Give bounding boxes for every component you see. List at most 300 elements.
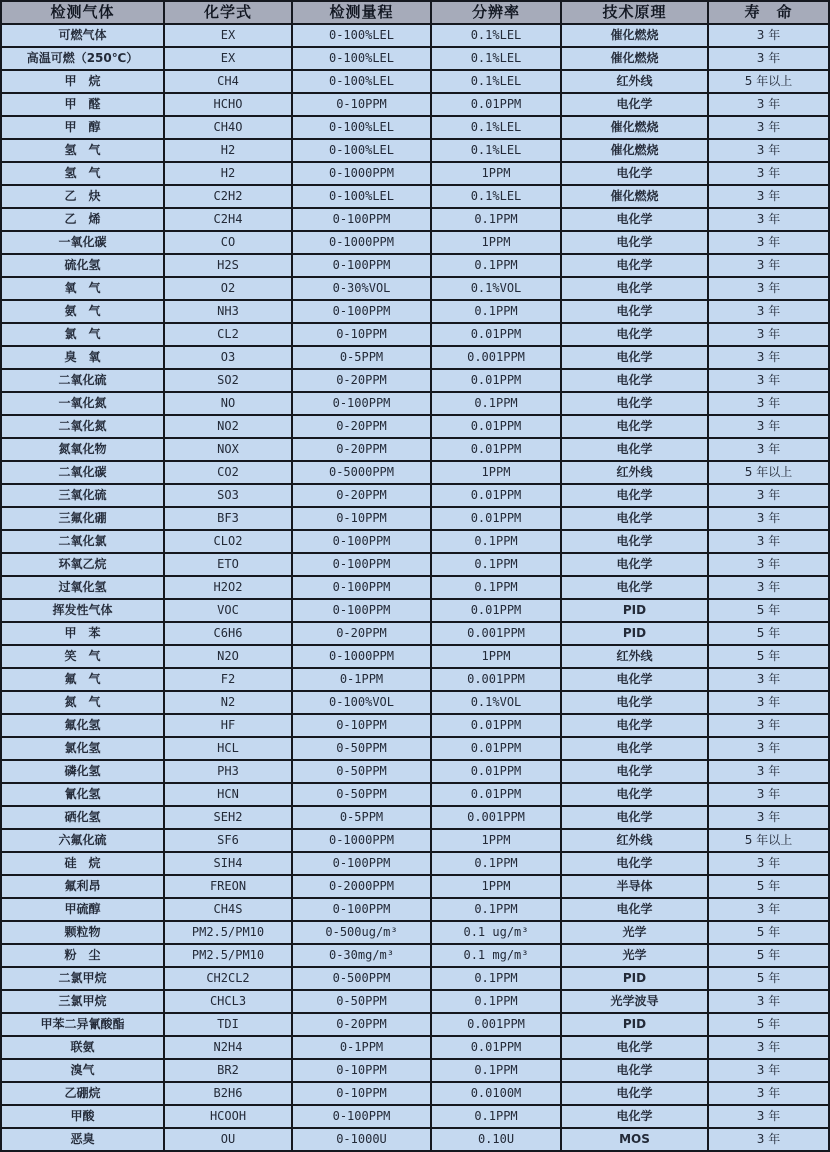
table-row [1, 806, 829, 829]
range-cell: 0-10PPM [292, 507, 431, 530]
table-row [1, 185, 829, 208]
range-cell: 0-100%LEL [292, 24, 431, 47]
gas-cell: 硅 烷 [1, 852, 164, 875]
formula-cell: N2 [164, 691, 292, 714]
range-cell: 0-100%LEL [292, 139, 431, 162]
table-row [1, 438, 829, 461]
formula-cell: H2 [164, 162, 292, 185]
principle-cell: 电化学 [561, 783, 708, 806]
gas-cell: 磷化氢 [1, 760, 164, 783]
lifespan-cell: 5 年 [708, 921, 829, 944]
resolution-cell: 0.01PPM [431, 599, 561, 622]
resolution-cell: 0.01PPM [431, 438, 561, 461]
table-row [1, 93, 829, 116]
resolution-cell: 0.001PPM [431, 346, 561, 369]
gas-cell: 环氧乙烷 [1, 553, 164, 576]
gas-cell: 溴气 [1, 1059, 164, 1082]
resolution-cell: 0.1PPM [431, 990, 561, 1013]
lifespan-cell: 3 年 [708, 530, 829, 553]
table-row [1, 277, 829, 300]
resolution-cell: 0.1%LEL [431, 185, 561, 208]
table-row [1, 645, 829, 668]
gas-cell: 甲 醛 [1, 93, 164, 116]
lifespan-cell: 3 年 [708, 139, 829, 162]
range-cell: 0-100%VOL [292, 691, 431, 714]
range-cell: 0-10PPM [292, 1082, 431, 1105]
gas-cell: 笑 气 [1, 645, 164, 668]
gas-cell: 氢 气 [1, 162, 164, 185]
formula-cell: CH4 [164, 70, 292, 93]
table-row [1, 852, 829, 875]
formula-cell: SEH2 [164, 806, 292, 829]
resolution-cell: 0.1PPM [431, 392, 561, 415]
resolution-cell: 0.1PPM [431, 898, 561, 921]
principle-cell: 红外线 [561, 829, 708, 852]
formula-cell: SF6 [164, 829, 292, 852]
principle-cell: 红外线 [561, 70, 708, 93]
range-cell: 0-2000PPM [292, 875, 431, 898]
table-row [1, 162, 829, 185]
principle-cell: 电化学 [561, 691, 708, 714]
formula-cell: O2 [164, 277, 292, 300]
lifespan-cell: 3 年 [708, 1036, 829, 1059]
lifespan-cell: 3 年 [708, 24, 829, 47]
lifespan-cell: 3 年 [708, 1105, 829, 1128]
resolution-cell: 0.1PPM [431, 1059, 561, 1082]
gas-cell: 乙 烯 [1, 208, 164, 231]
principle-cell: 电化学 [561, 668, 708, 691]
principle-cell: 电化学 [561, 323, 708, 346]
range-cell: 0-100%LEL [292, 116, 431, 139]
formula-cell: HCN [164, 783, 292, 806]
table-row [1, 70, 829, 93]
gas-cell: 甲 烷 [1, 70, 164, 93]
gas-cell: 挥发性气体 [1, 599, 164, 622]
gas-cell: 恶臭 [1, 1128, 164, 1151]
table-row [1, 599, 829, 622]
principle-cell: 电化学 [561, 1036, 708, 1059]
principle-cell: 电化学 [561, 300, 708, 323]
gas-cell: 二氧化氯 [1, 530, 164, 553]
resolution-cell: 0.1%LEL [431, 139, 561, 162]
range-cell: 0-20PPM [292, 369, 431, 392]
range-cell: 0-100PPM [292, 1105, 431, 1128]
resolution-cell: 0.01PPM [431, 484, 561, 507]
table-row [1, 415, 829, 438]
formula-cell: SIH4 [164, 852, 292, 875]
table-row [1, 668, 829, 691]
lifespan-cell: 3 年 [708, 484, 829, 507]
table-row [1, 829, 829, 852]
table-row [1, 1036, 829, 1059]
principle-cell: 电化学 [561, 484, 708, 507]
formula-cell: H2 [164, 139, 292, 162]
range-cell: 0-10PPM [292, 1059, 431, 1082]
range-cell: 0-1000PPM [292, 162, 431, 185]
table-row [1, 760, 829, 783]
table-body [1, 24, 829, 1151]
lifespan-cell: 5 年 [708, 944, 829, 967]
range-cell: 0-100PPM [292, 898, 431, 921]
formula-cell: HCL [164, 737, 292, 760]
resolution-cell: 0.01PPM [431, 1036, 561, 1059]
lifespan-cell: 3 年 [708, 1059, 829, 1082]
lifespan-cell: 5 年 [708, 1013, 829, 1036]
table-row [1, 622, 829, 645]
gas-cell: 一氧化氮 [1, 392, 164, 415]
table-row [1, 461, 829, 484]
formula-cell: BF3 [164, 507, 292, 530]
range-cell: 0-1000PPM [292, 231, 431, 254]
gas-cell: 氰化氢 [1, 783, 164, 806]
gas-cell: 二氧化氮 [1, 415, 164, 438]
formula-cell: CH2CL2 [164, 967, 292, 990]
gas-cell: 氨 气 [1, 300, 164, 323]
table-row [1, 1082, 829, 1105]
lifespan-cell: 3 年 [708, 93, 829, 116]
formula-cell: EX [164, 47, 292, 70]
principle-cell: 电化学 [561, 1105, 708, 1128]
range-cell: 0-50PPM [292, 783, 431, 806]
range-cell: 0-10PPM [292, 714, 431, 737]
table-row [1, 484, 829, 507]
principle-cell: 催化燃烧 [561, 139, 708, 162]
principle-cell: 电化学 [561, 714, 708, 737]
lifespan-cell: 3 年 [708, 852, 829, 875]
resolution-cell: 0.1%VOL [431, 691, 561, 714]
resolution-cell: 0.001PPM [431, 1013, 561, 1036]
principle-cell: 电化学 [561, 415, 708, 438]
lifespan-cell: 3 年 [708, 392, 829, 415]
range-cell: 0-1PPM [292, 1036, 431, 1059]
gas-cell: 甲苯二异氰酸酯 [1, 1013, 164, 1036]
lifespan-cell: 3 年 [708, 208, 829, 231]
table-row [1, 921, 829, 944]
gas-cell: 二氧化碳 [1, 461, 164, 484]
formula-cell: CO [164, 231, 292, 254]
table-row [1, 530, 829, 553]
lifespan-cell: 3 年 [708, 346, 829, 369]
lifespan-cell: 3 年 [708, 254, 829, 277]
formula-cell: VOC [164, 599, 292, 622]
column-header-gas: 检测气体 [1, 1, 164, 24]
formula-cell: PM2.5/PM10 [164, 944, 292, 967]
principle-cell: 电化学 [561, 392, 708, 415]
gas-cell: 三氯甲烷 [1, 990, 164, 1013]
lifespan-cell: 3 年 [708, 47, 829, 70]
table-row [1, 990, 829, 1013]
range-cell: 0-100PPM [292, 852, 431, 875]
column-header-principle: 技术原理 [561, 1, 708, 24]
lifespan-cell: 3 年 [708, 116, 829, 139]
table-row [1, 346, 829, 369]
formula-cell: PH3 [164, 760, 292, 783]
range-cell: 0-500ug/m³ [292, 921, 431, 944]
lifespan-cell: 3 年 [708, 369, 829, 392]
column-header-lifespan: 寿 命 [708, 1, 829, 24]
formula-cell: HCOOH [164, 1105, 292, 1128]
resolution-cell: 0.1PPM [431, 967, 561, 990]
gas-cell: 可燃气体 [1, 24, 164, 47]
resolution-cell: 1PPM [431, 875, 561, 898]
formula-cell: N2H4 [164, 1036, 292, 1059]
range-cell: 0-10PPM [292, 93, 431, 116]
lifespan-cell: 3 年 [708, 714, 829, 737]
range-cell: 0-50PPM [292, 990, 431, 1013]
table-row [1, 714, 829, 737]
gas-cell: 粉 尘 [1, 944, 164, 967]
gas-cell: 过氧化氢 [1, 576, 164, 599]
resolution-cell: 0.001PPM [431, 622, 561, 645]
resolution-cell: 0.10U [431, 1128, 561, 1151]
resolution-cell: 1PPM [431, 829, 561, 852]
gas-cell: 乙硼烷 [1, 1082, 164, 1105]
table-row [1, 1013, 829, 1036]
range-cell: 0-100PPM [292, 530, 431, 553]
gas-cell: 硒化氢 [1, 806, 164, 829]
range-cell: 0-50PPM [292, 737, 431, 760]
gas-cell: 氯 气 [1, 323, 164, 346]
gas-cell: 甲 醇 [1, 116, 164, 139]
lifespan-cell: 3 年 [708, 760, 829, 783]
range-cell: 0-100%LEL [292, 70, 431, 93]
resolution-cell: 0.1%VOL [431, 277, 561, 300]
gas-cell: 甲硫醇 [1, 898, 164, 921]
lifespan-cell: 3 年 [708, 277, 829, 300]
formula-cell: C6H6 [164, 622, 292, 645]
gas-cell: 二氯甲烷 [1, 967, 164, 990]
principle-cell: 电化学 [561, 208, 708, 231]
table-row [1, 898, 829, 921]
range-cell: 0-100PPM [292, 392, 431, 415]
gas-cell: 六氟化硫 [1, 829, 164, 852]
table-row [1, 576, 829, 599]
table-row [1, 208, 829, 231]
lifespan-cell: 5 年以上 [708, 70, 829, 93]
column-header-range: 检测量程 [292, 1, 431, 24]
table-row [1, 231, 829, 254]
table-row [1, 737, 829, 760]
lifespan-cell: 3 年 [708, 668, 829, 691]
range-cell: 0-20PPM [292, 415, 431, 438]
resolution-cell: 0.1 ug/m³ [431, 921, 561, 944]
principle-cell: 电化学 [561, 737, 708, 760]
lifespan-cell: 3 年 [708, 691, 829, 714]
resolution-cell: 1PPM [431, 645, 561, 668]
formula-cell: HF [164, 714, 292, 737]
lifespan-cell: 5 年 [708, 645, 829, 668]
formula-cell: CO2 [164, 461, 292, 484]
principle-cell: PID [561, 1013, 708, 1036]
range-cell: 0-30%VOL [292, 277, 431, 300]
resolution-cell: 0.01PPM [431, 760, 561, 783]
gas-cell: 三氧化硫 [1, 484, 164, 507]
range-cell: 0-100PPM [292, 553, 431, 576]
resolution-cell: 0.01PPM [431, 783, 561, 806]
range-cell: 0-20PPM [292, 622, 431, 645]
formula-cell: HCHO [164, 93, 292, 116]
range-cell: 0-1000PPM [292, 645, 431, 668]
resolution-cell: 0.1PPM [431, 553, 561, 576]
lifespan-cell: 5 年 [708, 622, 829, 645]
gas-cell: 一氧化碳 [1, 231, 164, 254]
range-cell: 0-5000PPM [292, 461, 431, 484]
lifespan-cell: 3 年 [708, 553, 829, 576]
resolution-cell: 0.1PPM [431, 1105, 561, 1128]
resolution-cell: 0.01PPM [431, 93, 561, 116]
principle-cell: PID [561, 967, 708, 990]
gas-cell: 氟 气 [1, 668, 164, 691]
range-cell: 0-100PPM [292, 208, 431, 231]
formula-cell: NO [164, 392, 292, 415]
formula-cell: TDI [164, 1013, 292, 1036]
formula-cell: CHCL3 [164, 990, 292, 1013]
resolution-cell: 1PPM [431, 162, 561, 185]
principle-cell: 电化学 [561, 369, 708, 392]
header-row [1, 1, 829, 24]
table-row [1, 967, 829, 990]
range-cell: 0-30mg/m³ [292, 944, 431, 967]
principle-cell: 电化学 [561, 760, 708, 783]
range-cell: 0-100PPM [292, 300, 431, 323]
gas-cell: 氟利昂 [1, 875, 164, 898]
formula-cell: SO3 [164, 484, 292, 507]
range-cell: 0-5PPM [292, 346, 431, 369]
principle-cell: 电化学 [561, 346, 708, 369]
gas-cell: 联氨 [1, 1036, 164, 1059]
resolution-cell: 0.001PPM [431, 806, 561, 829]
table-row [1, 1105, 829, 1128]
gas-cell: 臭 氧 [1, 346, 164, 369]
formula-cell: OU [164, 1128, 292, 1151]
principle-cell: 催化燃烧 [561, 47, 708, 70]
lifespan-cell: 5 年以上 [708, 829, 829, 852]
principle-cell: 光学 [561, 921, 708, 944]
gas-cell: 氮氧化物 [1, 438, 164, 461]
formula-cell: CL2 [164, 323, 292, 346]
table-row [1, 944, 829, 967]
gas-cell: 氮 气 [1, 691, 164, 714]
formula-cell: NOX [164, 438, 292, 461]
lifespan-cell: 3 年 [708, 415, 829, 438]
principle-cell: 电化学 [561, 162, 708, 185]
gas-cell: 甲酸 [1, 1105, 164, 1128]
principle-cell: 电化学 [561, 576, 708, 599]
range-cell: 0-100%LEL [292, 47, 431, 70]
lifespan-cell: 3 年 [708, 300, 829, 323]
range-cell: 0-5PPM [292, 806, 431, 829]
formula-cell: ETO [164, 553, 292, 576]
principle-cell: 电化学 [561, 277, 708, 300]
lifespan-cell: 3 年 [708, 990, 829, 1013]
resolution-cell: 0.1%LEL [431, 24, 561, 47]
gas-cell: 硫化氢 [1, 254, 164, 277]
range-cell: 0-10PPM [292, 323, 431, 346]
range-cell: 0-500PPM [292, 967, 431, 990]
resolution-cell: 0.01PPM [431, 415, 561, 438]
principle-cell: 电化学 [561, 507, 708, 530]
principle-cell: 光学波导 [561, 990, 708, 1013]
range-cell: 0-100PPM [292, 599, 431, 622]
formula-cell: CH4O [164, 116, 292, 139]
table-row [1, 392, 829, 415]
table-row [1, 24, 829, 47]
range-cell: 0-100PPM [292, 254, 431, 277]
principle-cell: 电化学 [561, 231, 708, 254]
table-row [1, 47, 829, 70]
formula-cell: N2O [164, 645, 292, 668]
formula-cell: EX [164, 24, 292, 47]
resolution-cell: 0.01PPM [431, 714, 561, 737]
gas-cell: 氢 气 [1, 139, 164, 162]
resolution-cell: 0.1PPM [431, 300, 561, 323]
column-header-formula: 化学式 [164, 1, 292, 24]
resolution-cell: 0.1 mg/m³ [431, 944, 561, 967]
table-row [1, 507, 829, 530]
principle-cell: 电化学 [561, 898, 708, 921]
resolution-cell: 0.1PPM [431, 208, 561, 231]
lifespan-cell: 3 年 [708, 1082, 829, 1105]
range-cell: 0-100PPM [292, 576, 431, 599]
resolution-cell: 0.01PPM [431, 507, 561, 530]
range-cell: 0-50PPM [292, 760, 431, 783]
gas-cell: 氧 气 [1, 277, 164, 300]
lifespan-cell: 5 年以上 [708, 461, 829, 484]
resolution-cell: 0.01PPM [431, 369, 561, 392]
resolution-cell: 0.1PPM [431, 852, 561, 875]
formula-cell: FREON [164, 875, 292, 898]
table-row [1, 139, 829, 162]
resolution-cell: 0.1PPM [431, 576, 561, 599]
range-cell: 0-1PPM [292, 668, 431, 691]
table-row [1, 553, 829, 576]
formula-cell: CLO2 [164, 530, 292, 553]
resolution-cell: 0.1PPM [431, 254, 561, 277]
range-cell: 0-1000PPM [292, 829, 431, 852]
lifespan-cell: 3 年 [708, 783, 829, 806]
principle-cell: 电化学 [561, 530, 708, 553]
lifespan-cell: 3 年 [708, 576, 829, 599]
principle-cell: 半导体 [561, 875, 708, 898]
principle-cell: 催化燃烧 [561, 116, 708, 139]
lifespan-cell: 3 年 [708, 185, 829, 208]
lifespan-cell: 5 年 [708, 875, 829, 898]
principle-cell: 电化学 [561, 1082, 708, 1105]
table-row [1, 369, 829, 392]
gas-cell: 三氟化硼 [1, 507, 164, 530]
table-row [1, 300, 829, 323]
table-row [1, 323, 829, 346]
principle-cell: 催化燃烧 [561, 24, 708, 47]
lifespan-cell: 3 年 [708, 737, 829, 760]
principle-cell: PID [561, 622, 708, 645]
lifespan-cell: 3 年 [708, 507, 829, 530]
resolution-cell: 1PPM [431, 461, 561, 484]
lifespan-cell: 3 年 [708, 231, 829, 254]
principle-cell: PID [561, 599, 708, 622]
lifespan-cell: 3 年 [708, 898, 829, 921]
range-cell: 0-20PPM [292, 438, 431, 461]
formula-cell: B2H6 [164, 1082, 292, 1105]
formula-cell: CH4S [164, 898, 292, 921]
lifespan-cell: 3 年 [708, 438, 829, 461]
resolution-cell: 0.1PPM [431, 530, 561, 553]
formula-cell: PM2.5/PM10 [164, 921, 292, 944]
resolution-cell: 0.01PPM [431, 323, 561, 346]
gas-cell: 氟化氢 [1, 714, 164, 737]
principle-cell: 电化学 [561, 93, 708, 116]
formula-cell: SO2 [164, 369, 292, 392]
